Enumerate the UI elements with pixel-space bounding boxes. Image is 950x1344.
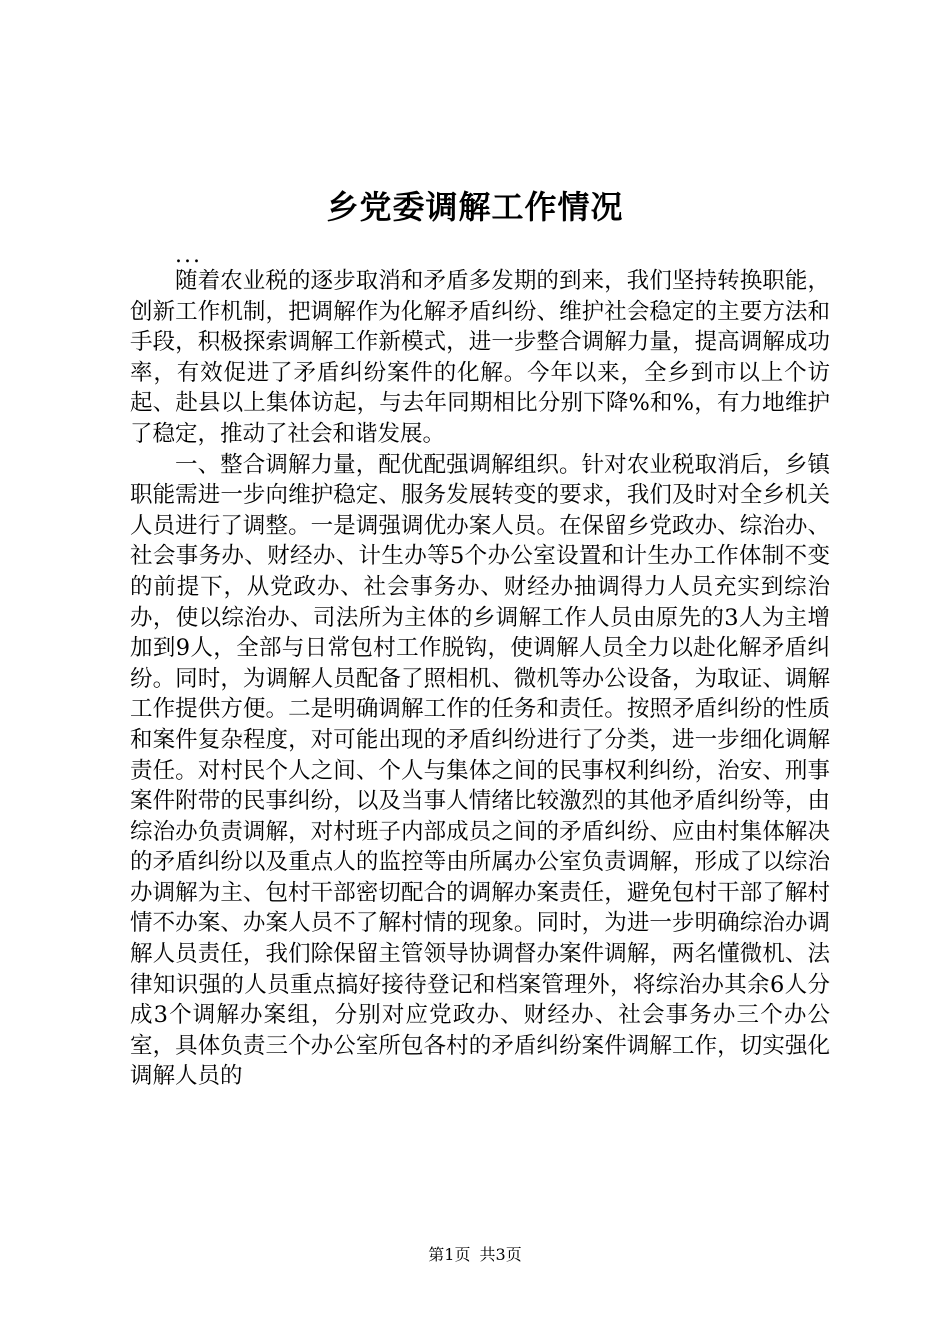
paragraph-intro: 随着农业税的逐步取消和矛盾多发期的到来，我们坚持转换职能，创新工作机制，把调解作为化解矛盾纠纷、维护社会稳定的主要方法和手段，积极探索调解工作新模式，进一步整合调解力量，提高调解成功率，有效促进了矛盾纠纷案件的化解。今年以来，全乡到市以上个访起、赴县以上集体访起，与去年同期相比分别下降%和%，有力地维护了稳定，推动了社会和谐发展。 — [130, 268, 830, 447]
page-number: 第1页 — [428, 1245, 471, 1264]
page-footer — [0, 1245, 950, 1265]
ellipsis-text: ... — [175, 243, 202, 268]
document-title: 乡党委调解工作情况 — [326, 188, 624, 226]
page-total: 共3页 — [479, 1245, 522, 1264]
paragraph-section-one: 一、整合调解力量，配优配强调解组织。针对农业税取消后，乡镇职能需进一步向维护稳定、服务发展转变的要求，我们及时对全乡机关人员进行了调整。一是调强调优办案人员。在保留乡党政办、综治办、社会事务办、财经办、计生办等5个办公室设置和计生办工作体制不变的前提下，从党政办、社会事务办、财经办抽调得力人员充实到综治办，使以综治办、司法所为主体的乡调解工作人员由原先的3人为主增加到9人，全部与日常包村工作脱钩，使调解人员全力以赴化解矛盾纠纷。同时，为调解人员配备了照相机、微机等办公设备，为取证、调解工作提供方便。二是明确调解工作的任务和责任。按照矛盾纠纷的性质和案件复杂程度，对可能出现的矛盾纠纷进行了分类，进一步细化调解责任。对村民个人之间、个人与集体之间的民事权利纠纷，治安、刑事案件附带的民事纠纷，以及当事人情绪比较激烈的其他矛盾纠纷等，由综治办负责调解，对村班子内部成员之间的矛盾纠纷、应由村集体解决的矛盾纠纷以及重点人的监控等由所属办公室负责调解，形成了以综治办调解为主、包村干部密切配合的调解办案责任，避免包村干部了解村情不办案、办案人员不了解村情的现象。同时，为进一步明确综治办调解人员责任，我们除保留主管领导协调督办案件调解，两名懂微机、法律知识强的人员重点搞好接待登记和档案管理外，将综治办其余6人分成3个调解办案组，分别对应党政办、财经办、社会事务办三个办公室，具体负责三个办公室所包各村的矛盾纠纷案件调解工作，切实强化调解人员的 — [130, 451, 830, 1090]
document-body — [130, 266, 830, 1092]
